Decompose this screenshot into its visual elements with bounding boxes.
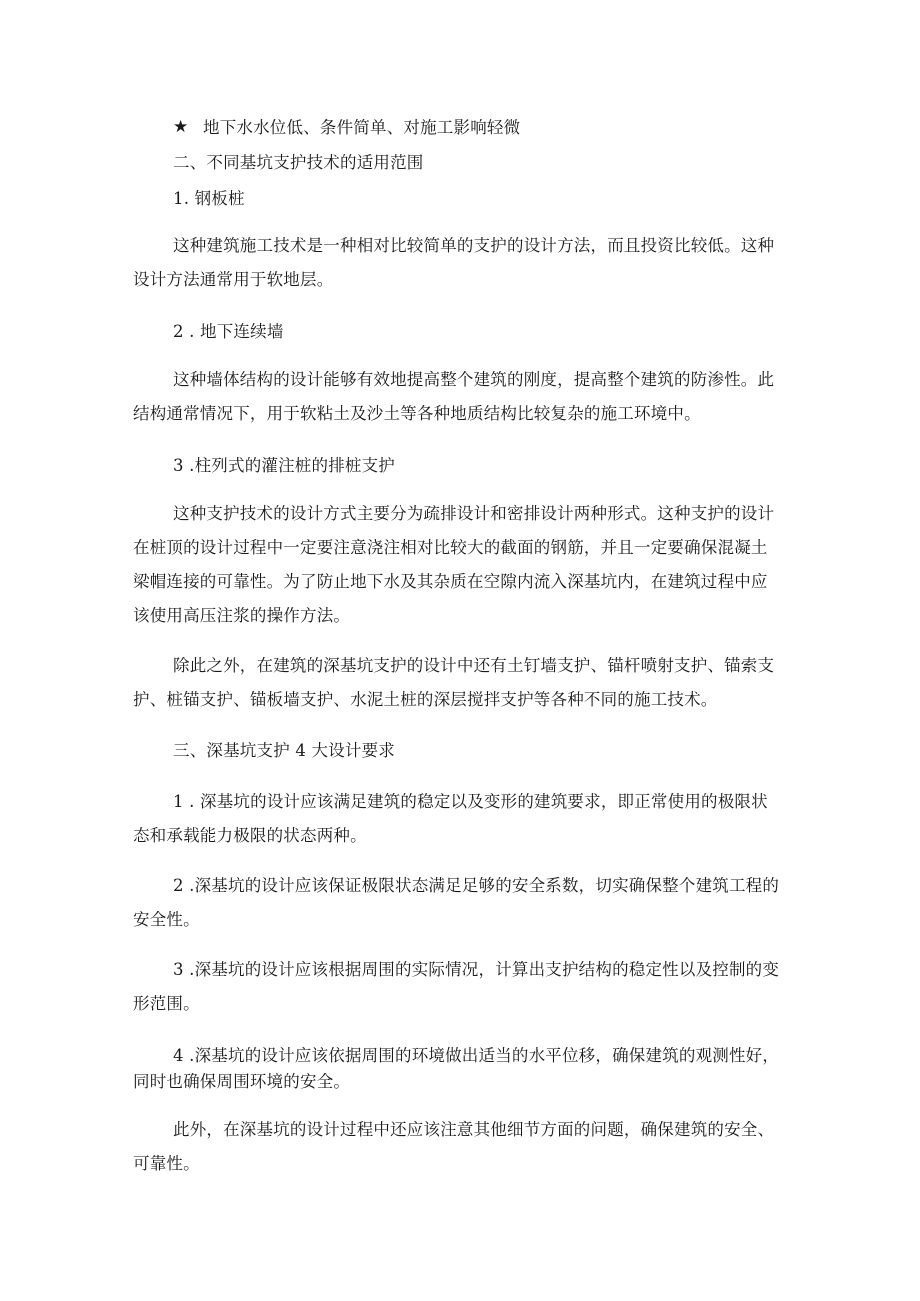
item-title: 1. 钢板桩 xyxy=(173,189,245,208)
paragraph-line: 除此之外，在建筑的深基坑支护的设计中还有土钉墙支护、锚杆喷射支护、锚索支 xyxy=(173,656,775,675)
paragraph-line: 这种建筑施工技术是一种相对比较简单的支护的设计方法，而且投资比较低。这种 xyxy=(173,236,775,255)
item-title: 2 . 地下连续墙 xyxy=(173,322,284,341)
section-heading: 二、不同基坑支护技术的适用范围 xyxy=(173,153,424,172)
paragraph-line: 这种支护技术的设计方式主要分为疏排设计和密排设计两种形式。这种支护的设计 xyxy=(173,504,775,523)
paragraph-line: 态和承载能力极限的状态两种。 xyxy=(133,826,367,845)
paragraph-line: 护、桩锚支护、锚板墙支护、水泥土桩的深层搅拌支护等各种不同的施工技术。 xyxy=(133,690,718,709)
paragraph-line: 在桩顶的设计过程中一定要注意浇注相对比较大的截面的钢筋，并且一定要确保混凝土 xyxy=(133,538,768,557)
paragraph-line: 2 .深基坑的设计应该保证极限状态满足足够的安全系数，切实确保整个建筑工程的 xyxy=(173,876,780,895)
paragraph-line: 梁帽连接的可靠性。为了防止地下水及其杂质在空隙内流入深基坑内，在建筑过程中应 xyxy=(133,572,768,591)
paragraph-line: 结构通常情况下，用于软粘土及沙土等各种地质结构比较复杂的施工环境中。 xyxy=(133,404,701,423)
paragraph-line: 可靠性。 xyxy=(133,1154,200,1173)
bullet-text: 地下水水位低、条件简单、对施工影响轻微 xyxy=(203,118,521,137)
star-bullet-icon: ★ xyxy=(173,117,189,137)
paragraph-line: 这种墙体结构的设计能够有效地提高整个建筑的刚度，提高整个建筑的防渗性。此 xyxy=(173,370,775,389)
paragraph-line: 安全性。 xyxy=(133,910,200,929)
paragraph-line: 形范围。 xyxy=(133,994,200,1013)
paragraph-line: 此外，在深基坑的设计过程中还应该注意其他细节方面的问题，确保建筑的安全、 xyxy=(173,1120,775,1139)
paragraph-line: 该使用高压注浆的操作方法。 xyxy=(133,606,351,625)
paragraph-line: 3 .深基坑的设计应该根据周围的实际情况，计算出支护结构的稳定性以及控制的变 xyxy=(173,960,780,979)
paragraph-line: 4 .深基坑的设计应该依据周围的环境做出适当的水平位移，确保建筑的观测性好， xyxy=(173,1046,780,1065)
item-title: 3 .柱列式的灌注桩的排桩支护 xyxy=(173,456,395,475)
paragraph-line: 设计方法通常用于软地层。 xyxy=(133,270,334,289)
paragraph-line: 1 . 深基坑的设计应该满足建筑的稳定以及变形的建筑要求，即正常使用的极限状 xyxy=(173,792,768,811)
paragraph-line: 同时也确保周围环境的安全。 xyxy=(133,1072,351,1091)
section-heading: 三、深基坑支护 4 大设计要求 xyxy=(173,741,395,760)
